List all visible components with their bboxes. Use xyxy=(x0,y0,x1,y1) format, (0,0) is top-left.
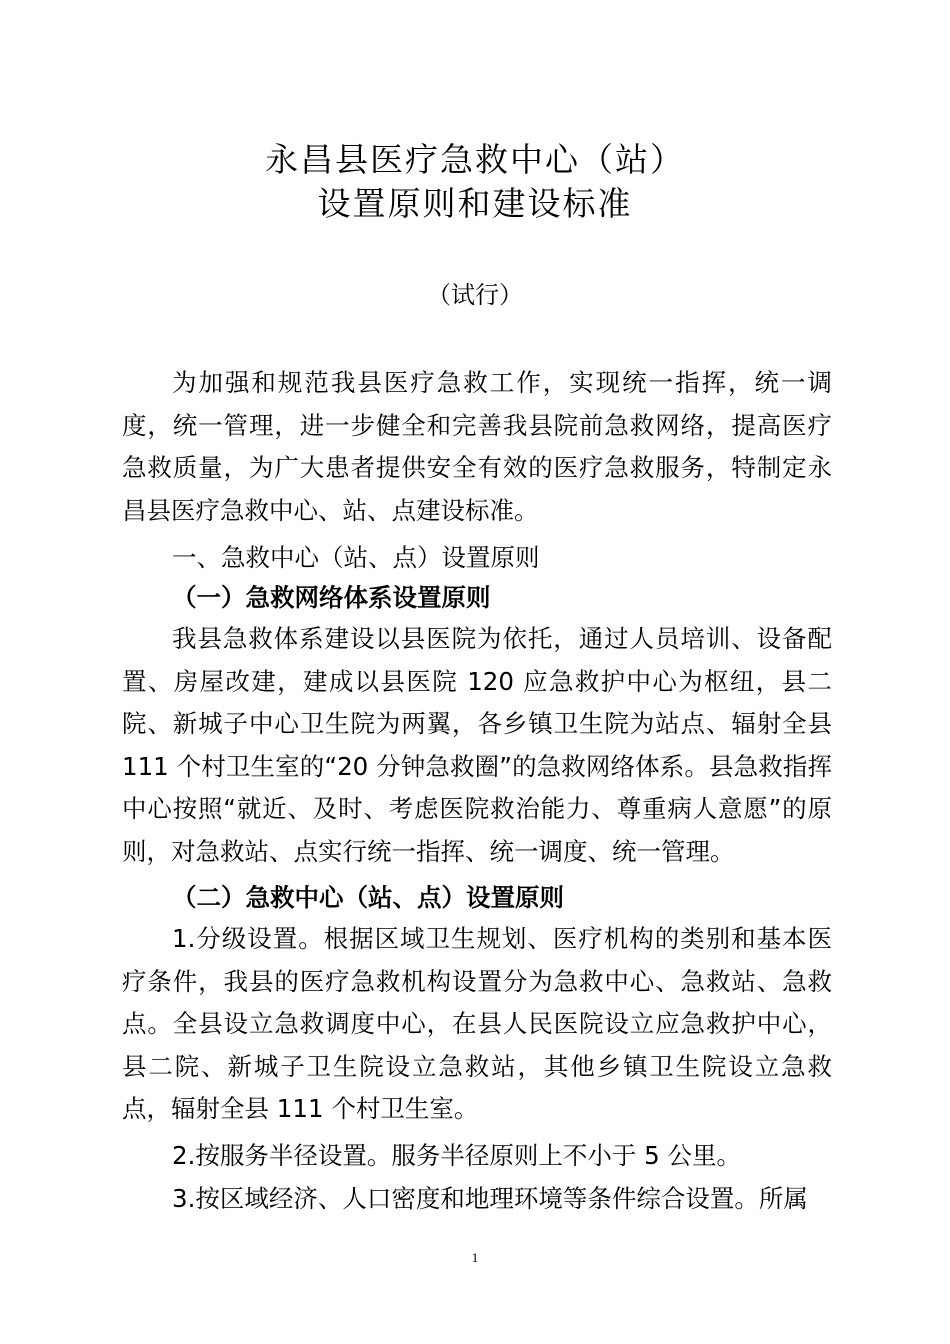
item-3-paragraph: 3.按区域经济、人口密度和地理环境等条件综合设置。所属 xyxy=(172,1184,808,1213)
document-subtitle: （试行） xyxy=(427,281,523,309)
document-title-line-2: 设置原则和建设标准 xyxy=(317,184,633,223)
subsection-2-heading: （二）急救中心（站、点）设置原则 xyxy=(172,883,564,912)
item-1-paragraph: 1.分级设置。根据区域卫生规划、医疗机构的类别和基本医疗条件，我县的医疗急救机构设置分为急救中心、急救站、急救点。全县设立急救调度中心，在县人民医院设立应急救护中心，县二院、新城子卫生院设立急救站，其他乡镇卫生院设立急救点，辐射全县 111 个村卫生室。 xyxy=(122,924,832,1123)
page-number: 1 xyxy=(471,1250,479,1265)
item-2-paragraph: 2.按服务半径设置。服务半径原则上不小于 5 公里。 xyxy=(172,1141,742,1170)
subsection-1-paragraph: 我县急救体系建设以县医院为依托，通过人员培训、设备配置、房屋改建，建成以县医院 120 应急救护中心为枢纽，县二院、新城子中心卫生院为两翼，各乡镇卫生院为站点、辐射全县 111 个村卫生室的“20 分钟急救圈”的急救网络体系。县急救指挥中心按照“就近、及时、考虑医院救治能力、尊重病人意愿”的原则，对急救站、点实行统一指挥、统一调度、统一管理。 xyxy=(122,624,832,866)
subsection-1-heading: （一）急救网络体系设置原则 xyxy=(172,583,491,612)
document-title-line-1: 永昌县医疗急救中心（站） xyxy=(265,140,685,179)
intro-paragraph: 为加强和规范我县医疗急救工作，实现统一指挥，统一调度，统一管理，进一步健全和完善我县院前急救网络，提高医疗急救质量，为广大患者提供安全有效的医疗急救服务，特制定永昌县医疗急救中心、站、点建设标准。 xyxy=(122,368,832,525)
section-1-heading: 一、急救中心（站、点）设置原则 xyxy=(172,543,540,572)
